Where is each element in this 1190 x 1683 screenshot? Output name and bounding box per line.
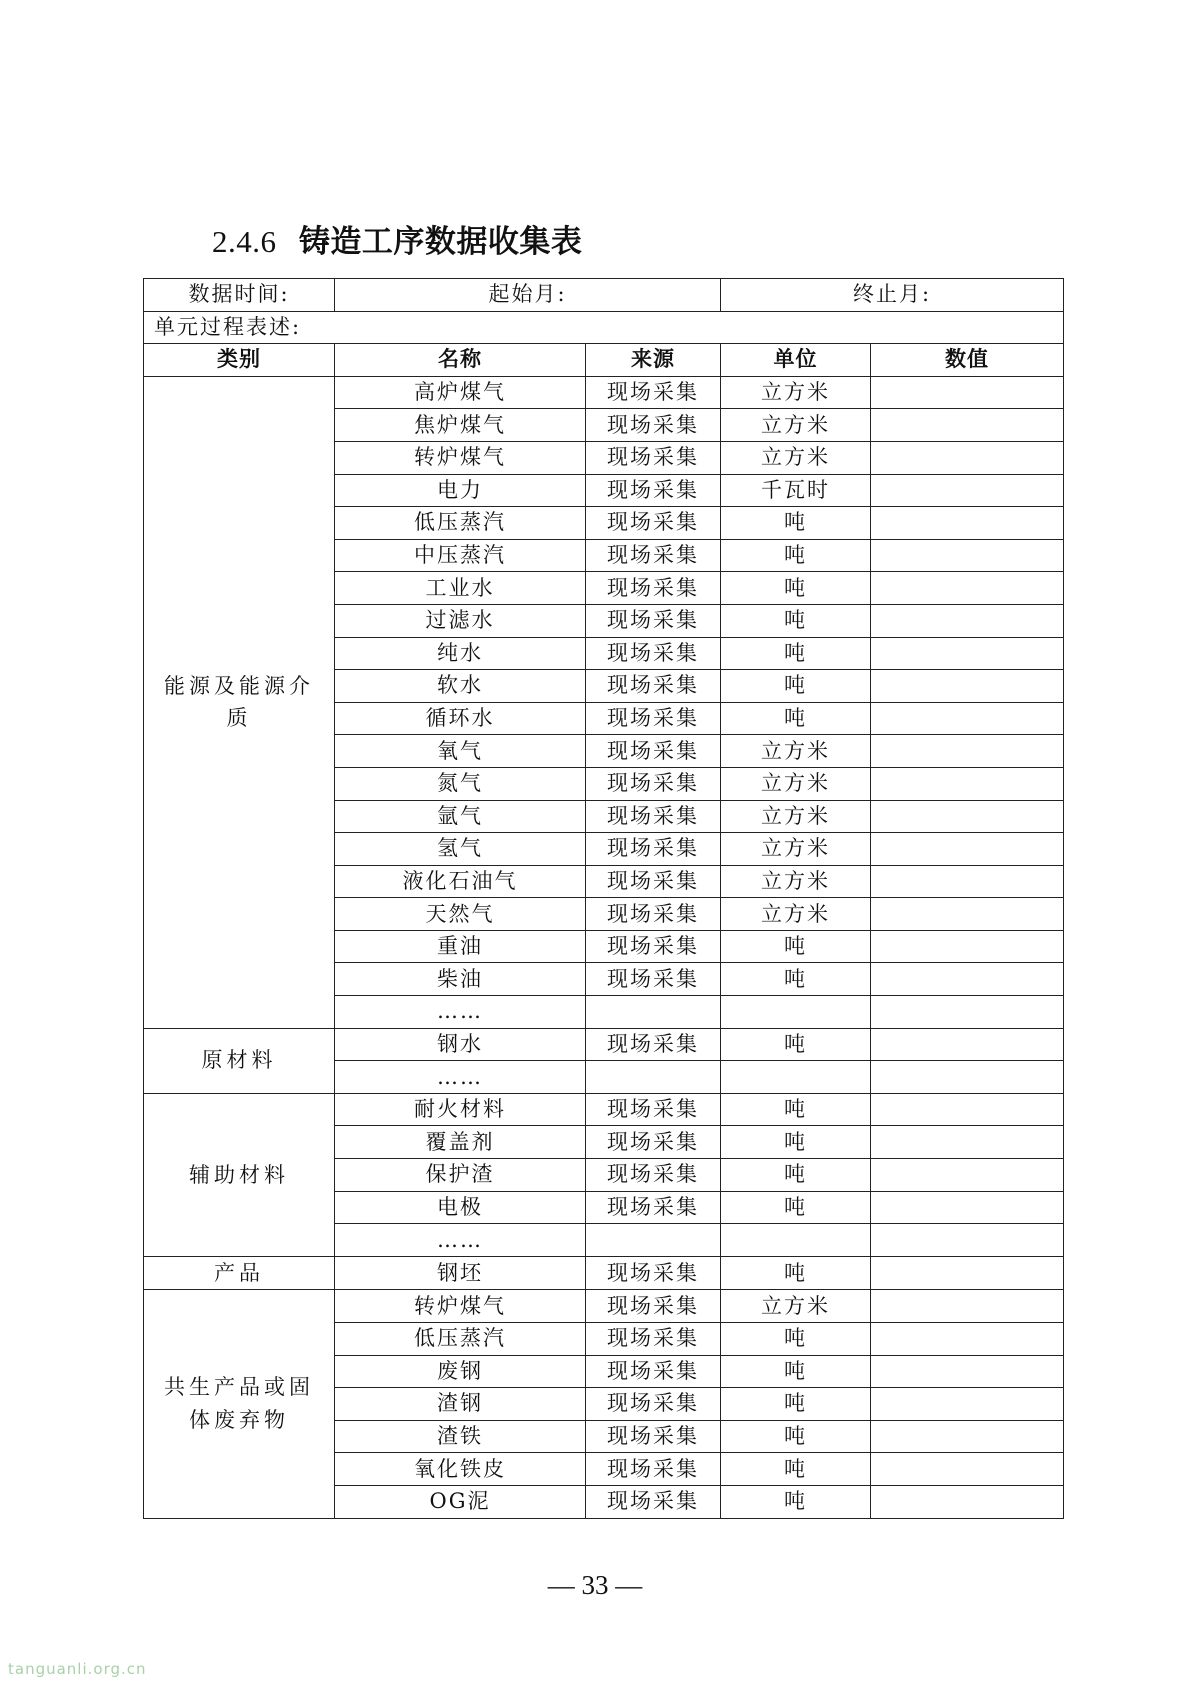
unit-cell: 吨: [721, 1028, 871, 1061]
name-cell: 钢水: [335, 1028, 586, 1061]
category-cell: 产品: [144, 1256, 335, 1290]
name-cell: 氮气: [335, 767, 586, 800]
value-cell[interactable]: [871, 670, 1064, 703]
source-cell: 现场采集: [586, 1388, 721, 1421]
data-collection-table: [143, 278, 1064, 1519]
unit-cell: 立方米: [721, 800, 871, 833]
name-cell: 焦炉煤气: [335, 409, 586, 442]
source-cell: 现场采集: [586, 1485, 721, 1518]
unit-cell: 吨: [721, 1388, 871, 1421]
name-cell: ……: [335, 1224, 586, 1257]
source-cell: 现场采集: [586, 735, 721, 768]
source-cell: 现场采集: [586, 670, 721, 703]
source-cell: 现场采集: [586, 833, 721, 866]
end-month-label: 终止月:: [721, 279, 1064, 312]
name-cell: 废钢: [335, 1355, 586, 1388]
table-row: [144, 1028, 1064, 1061]
value-cell[interactable]: [871, 1126, 1064, 1159]
table-row: [144, 1290, 1064, 1323]
name-cell: 循环水: [335, 702, 586, 735]
name-cell: 转炉煤气: [335, 1290, 586, 1323]
name-cell: 液化石油气: [335, 865, 586, 898]
name-cell: 氧气: [335, 735, 586, 768]
source-cell: 现场采集: [586, 376, 721, 409]
name-cell: 低压蒸汽: [335, 507, 586, 540]
name-cell: 过滤水: [335, 604, 586, 637]
name-cell: 软水: [335, 670, 586, 703]
name-cell: 钢坯: [335, 1256, 586, 1290]
source-cell: 现场采集: [586, 572, 721, 605]
source-cell: 现场采集: [586, 1028, 721, 1061]
value-cell[interactable]: [871, 409, 1064, 442]
source-cell: 现场采集: [586, 865, 721, 898]
source-cell: 现场采集: [586, 1126, 721, 1159]
name-cell: 保护渣: [335, 1159, 586, 1192]
unit-cell: 吨: [721, 539, 871, 572]
source-cell: 现场采集: [586, 1290, 721, 1323]
value-cell[interactable]: [871, 898, 1064, 931]
value-cell[interactable]: [871, 474, 1064, 507]
value-cell[interactable]: [871, 1322, 1064, 1355]
unit-cell: 立方米: [721, 898, 871, 931]
value-cell[interactable]: [871, 1420, 1064, 1453]
unit-cell: [721, 996, 871, 1029]
column-header-name: 名称: [335, 344, 586, 377]
source-cell: 现场采集: [586, 474, 721, 507]
unit-cell: 立方米: [721, 376, 871, 409]
unit-cell: 立方米: [721, 833, 871, 866]
name-cell: 中压蒸汽: [335, 539, 586, 572]
unit-cell: 立方米: [721, 409, 871, 442]
source-cell: 现场采集: [586, 604, 721, 637]
process-description-label: 单元过程表述:: [144, 311, 1064, 344]
value-cell[interactable]: [871, 1191, 1064, 1224]
source-cell: 现场采集: [586, 1191, 721, 1224]
unit-cell: [721, 1061, 871, 1094]
value-cell[interactable]: [871, 930, 1064, 963]
meta-row-description: [144, 311, 1064, 344]
category-cell: 能源及能源介质: [144, 376, 335, 1028]
unit-cell: 吨: [721, 963, 871, 996]
value-cell[interactable]: [871, 441, 1064, 474]
value-cell[interactable]: [871, 1485, 1064, 1518]
unit-cell: 立方米: [721, 441, 871, 474]
meta-row-time: [144, 279, 1064, 312]
value-cell[interactable]: [871, 735, 1064, 768]
unit-cell: 吨: [721, 702, 871, 735]
value-cell[interactable]: [871, 1355, 1064, 1388]
category-cell: 原材料: [144, 1028, 335, 1093]
value-cell[interactable]: [871, 1028, 1064, 1061]
page-number: — 33 —: [547, 1570, 643, 1600]
name-cell: 柴油: [335, 963, 586, 996]
source-cell: 现场采集: [586, 637, 721, 670]
time-label: 数据时间:: [144, 279, 335, 312]
name-cell: 高炉煤气: [335, 376, 586, 409]
value-cell[interactable]: [871, 800, 1064, 833]
watermark-text: tanguanli.org.cn: [8, 1660, 147, 1678]
source-cell: 现场采集: [586, 1093, 721, 1126]
name-cell: 电力: [335, 474, 586, 507]
source-cell: 现场采集: [586, 1322, 721, 1355]
value-cell[interactable]: [871, 1290, 1064, 1323]
unit-cell: 吨: [721, 1126, 871, 1159]
name-cell: 转炉煤气: [335, 441, 586, 474]
unit-cell: 吨: [721, 1355, 871, 1388]
name-cell: 电极: [335, 1191, 586, 1224]
value-cell[interactable]: [871, 1388, 1064, 1421]
category-cell: 共生产品或固体废弃物: [144, 1290, 335, 1518]
source-cell: 现场采集: [586, 1453, 721, 1486]
name-cell: 耐火材料: [335, 1093, 586, 1126]
column-header-value: 数值: [871, 344, 1064, 377]
name-cell: 氩气: [335, 800, 586, 833]
section-title: 铸造工序数据收集表: [298, 224, 583, 260]
name-cell: 氢气: [335, 833, 586, 866]
name-cell: 天然气: [335, 898, 586, 931]
unit-cell: 吨: [721, 604, 871, 637]
value-cell[interactable]: [871, 1224, 1064, 1257]
source-cell: 现场采集: [586, 1159, 721, 1192]
column-header-unit: 单位: [721, 344, 871, 377]
source-cell: 现场采集: [586, 441, 721, 474]
section-heading: [212, 216, 582, 261]
table-row: [144, 1256, 1064, 1290]
value-cell[interactable]: [871, 539, 1064, 572]
table-row: [144, 1093, 1064, 1126]
unit-cell: 立方米: [721, 865, 871, 898]
section-number: 2.4.6: [212, 224, 277, 259]
source-cell: 现场采集: [586, 507, 721, 540]
source-cell: 现场采集: [586, 800, 721, 833]
value-cell[interactable]: [871, 604, 1064, 637]
name-cell: 覆盖剂: [335, 1126, 586, 1159]
source-cell: 现场采集: [586, 1355, 721, 1388]
unit-cell: 吨: [721, 1420, 871, 1453]
unit-cell: 吨: [721, 1453, 871, 1486]
unit-cell: 吨: [721, 930, 871, 963]
source-cell: [586, 1061, 721, 1094]
value-cell[interactable]: [871, 865, 1064, 898]
value-cell[interactable]: [871, 702, 1064, 735]
source-cell: 现场采集: [586, 930, 721, 963]
source-cell: 现场采集: [586, 409, 721, 442]
name-cell: OG泥: [335, 1485, 586, 1518]
source-cell: 现场采集: [586, 1256, 721, 1290]
column-header-category: 类别: [144, 344, 335, 377]
unit-cell: 吨: [721, 1159, 871, 1192]
source-cell: [586, 996, 721, 1029]
category-cell: 辅助材料: [144, 1093, 335, 1256]
value-cell[interactable]: [871, 1093, 1064, 1126]
name-cell: 纯水: [335, 637, 586, 670]
unit-cell: 立方米: [721, 1290, 871, 1323]
value-cell[interactable]: [871, 507, 1064, 540]
value-cell[interactable]: [871, 1256, 1064, 1290]
unit-cell: 吨: [721, 1191, 871, 1224]
name-cell: 渣钢: [335, 1388, 586, 1421]
unit-cell: 立方米: [721, 735, 871, 768]
source-cell: [586, 1224, 721, 1257]
column-header-row: [144, 344, 1064, 377]
unit-cell: 吨: [721, 1322, 871, 1355]
column-header-source: 来源: [586, 344, 721, 377]
value-cell[interactable]: [871, 996, 1064, 1029]
source-cell: 现场采集: [586, 898, 721, 931]
start-month-label: 起始月:: [335, 279, 721, 312]
unit-cell: 吨: [721, 1093, 871, 1126]
unit-cell: [721, 1224, 871, 1257]
unit-cell: 吨: [721, 670, 871, 703]
name-cell: ……: [335, 1061, 586, 1094]
value-cell[interactable]: [871, 767, 1064, 800]
unit-cell: 吨: [721, 637, 871, 670]
source-cell: 现场采集: [586, 702, 721, 735]
value-cell[interactable]: [871, 1061, 1064, 1094]
name-cell: 工业水: [335, 572, 586, 605]
source-cell: 现场采集: [586, 767, 721, 800]
unit-cell: 吨: [721, 507, 871, 540]
name-cell: 重油: [335, 930, 586, 963]
value-cell[interactable]: [871, 963, 1064, 996]
value-cell[interactable]: [871, 376, 1064, 409]
value-cell[interactable]: [871, 572, 1064, 605]
name-cell: ……: [335, 996, 586, 1029]
source-cell: 现场采集: [586, 963, 721, 996]
value-cell[interactable]: [871, 637, 1064, 670]
name-cell: 氧化铁皮: [335, 1453, 586, 1486]
name-cell: 渣铁: [335, 1420, 586, 1453]
value-cell[interactable]: [871, 1453, 1064, 1486]
unit-cell: 立方米: [721, 767, 871, 800]
source-cell: 现场采集: [586, 1420, 721, 1453]
value-cell[interactable]: [871, 833, 1064, 866]
name-cell: 低压蒸汽: [335, 1322, 586, 1355]
source-cell: 现场采集: [586, 539, 721, 572]
table-row: [144, 376, 1064, 409]
unit-cell: 吨: [721, 1485, 871, 1518]
unit-cell: 吨: [721, 1256, 871, 1290]
unit-cell: 千瓦时: [721, 474, 871, 507]
value-cell[interactable]: [871, 1159, 1064, 1192]
unit-cell: 吨: [721, 572, 871, 605]
